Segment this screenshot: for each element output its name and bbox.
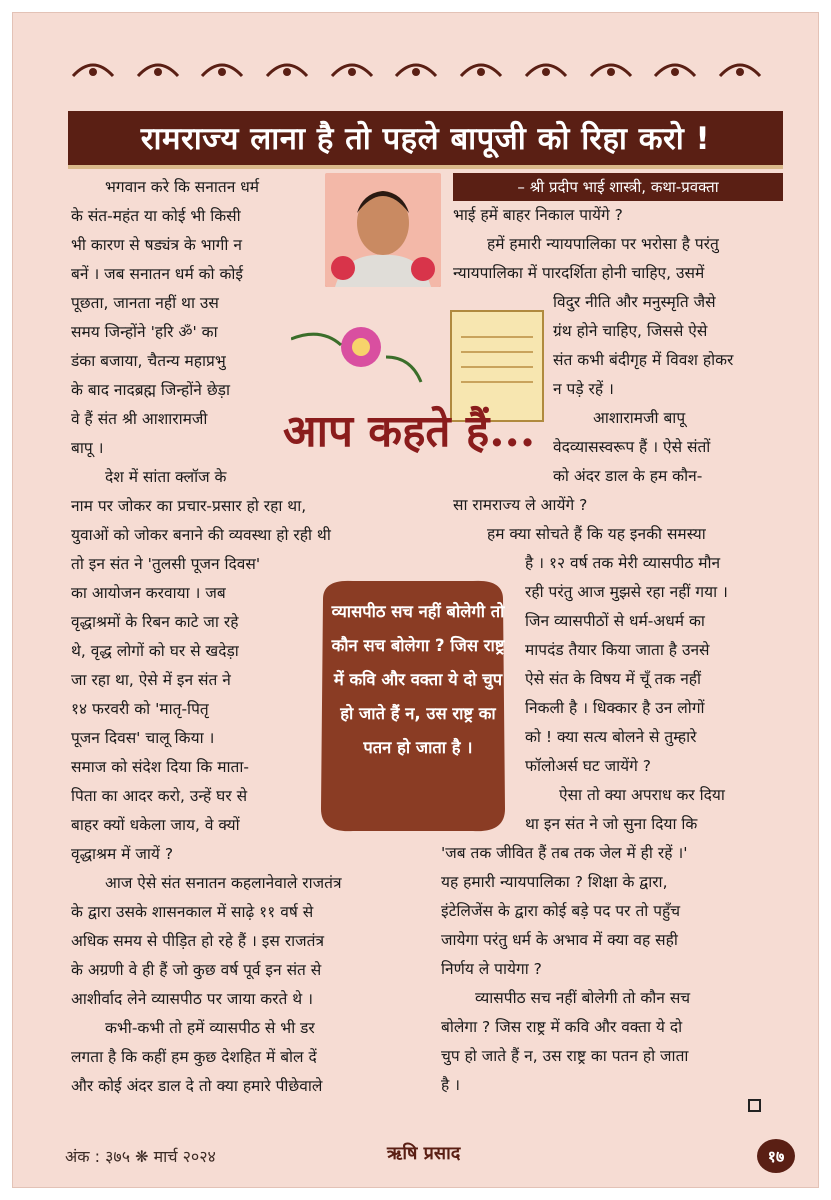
paragraph-line: आशारामजी बापू	[593, 409, 686, 427]
paragraph-line: वृद्धाश्रमों के रिबन काटे जा रहे	[71, 613, 239, 631]
paragraph-line: तो इन संत ने 'तुलसी पूजन दिवस'	[71, 555, 261, 573]
paragraph-line: भी कारण से षड्यंत्र के भागी न	[71, 236, 242, 254]
flourish-ornament-icon	[650, 58, 700, 82]
right-column-mid	[453, 491, 783, 549]
paragraph-line: को अंदर डाल के हम कौन-	[553, 467, 703, 485]
paragraph-line: है ।	[441, 1076, 461, 1094]
paragraph-line: डंका बजाया, चैतन्य महाप्रभु	[71, 352, 226, 370]
flourish-ornament-icon	[586, 58, 636, 82]
paragraph-line: आशीर्वाद लेने व्यासपीठ पर जाया करते थे ।	[71, 990, 313, 1008]
paragraph-line: बाहर क्यों धकेला जाय, वे क्यों	[71, 816, 240, 834]
paragraph-line: देश में सांता क्लॉज के	[105, 468, 227, 486]
paragraph-line: बनें । जब सनातन धर्म को कोई	[71, 265, 244, 283]
paragraph-line: भाई हमें बाहर निकाल पायेंगे ?	[453, 206, 623, 224]
decor-heading: आप कहते हैं...	[283, 406, 536, 457]
paragraph-line: निकली है । धिक्कार है उन लोगों	[525, 699, 705, 717]
paragraph-line: थे, वृद्ध लोगों को घर से खदेड़ा	[71, 642, 239, 660]
flourish-ornament-icon	[715, 58, 765, 82]
paragraph-line: संत कभी बंदीगृह में विवश होकर	[553, 351, 734, 369]
paragraph-line: वृद्धाश्रम में जायें ?	[71, 845, 174, 863]
paragraph-line: इंटेलिजेंस के द्वारा कोई बड़े पद पर तो पहुँच	[441, 902, 681, 920]
end-of-article-icon	[748, 1099, 761, 1112]
paragraph-line: पूजन दिवस' चालू किया ।	[71, 729, 215, 747]
paragraph-line: ग्रंथ होने चाहिए, जिससे ऐसे	[553, 322, 708, 340]
paragraph-line: समय जिन्होंने 'हरि ॐ' का	[71, 323, 218, 341]
paragraph-line: के अग्रणी वे ही हैं जो कुछ वर्ष पूर्व इन संत से	[71, 961, 322, 979]
portrait-icon	[325, 173, 441, 287]
paragraph-line: अधिक समय से पीड़ित हो रहे हैं । इस राजतंत्र	[71, 932, 325, 950]
paragraph-line: न्यायपालिका में पारदर्शिता होनी चाहिए, उसमें	[453, 264, 705, 282]
paragraph-line: मापदंड तैयार किया जाता है उनसे	[525, 641, 710, 659]
flower-icon	[291, 327, 421, 382]
paragraph-line: पूछता, जानता नहीं था उस	[71, 294, 219, 312]
paragraph-line: ऐसे संत के विषय में चूँ तक नहीं	[525, 670, 702, 688]
right-column-scroll-wrap	[553, 288, 783, 491]
paragraph-line: वे हैं संत श्री आशारामजी	[71, 410, 208, 428]
magazine-page	[12, 12, 819, 1188]
article-title: रामराज्य लाना है तो पहले बापूजी को रिहा करो !	[140, 121, 711, 157]
paragraph-line: न पड़े रहें ।	[553, 380, 614, 398]
left-column-wide	[71, 492, 511, 550]
pull-quote-text: व्यासपीठ सच नहीं बोलेगी तो कौन सच बोलेगा ? जिस राष्ट्र में कवि और वक्ता ये दो चुप हो जाते हैं न, उस राष्ट्र का पतन हो जाता है ।	[331, 602, 505, 757]
paragraph-line: वेदव्यासस्वरूप हैं । ऐसे संतों	[553, 438, 711, 456]
flourish-ornament-icon	[262, 58, 312, 82]
paragraph-line: के बाद नादब्रह्म जिन्होंने छेड़ा	[71, 381, 230, 399]
paragraph-line: युवाओं को जोकर बनाने की व्यवस्था हो रही थी	[71, 526, 331, 544]
paragraph-line: जायेगा परंतु धर्म के अभाव में क्या वह सही	[441, 931, 678, 949]
flourish-ornament-icon	[391, 58, 441, 82]
paragraph-line: के द्वारा उसके शासनकाल में साढ़े ११ वर्ष से	[71, 903, 314, 921]
paragraph-line: को ! क्या सत्य बोलने से तुम्हारे	[525, 728, 697, 746]
issue-info: अंक : ३७५ ❋ मार्च २०२४	[65, 1147, 216, 1166]
left-column-intro	[71, 173, 323, 289]
paragraph-line: हम क्या सोचते हैं कि यह इनकी समस्या	[487, 525, 706, 543]
paragraph-line: चुप हो जाते हैं न, उस राष्ट्र का पतन हो जाता	[441, 1047, 689, 1065]
paragraph-line: १४ फरवरी को 'मातृ-पितृ	[71, 700, 209, 718]
paragraph-line: समाज को संदेश दिया कि माता-	[71, 758, 249, 776]
ornamental-border	[13, 53, 820, 87]
author-photo	[325, 173, 441, 287]
paragraph-line: था इन संत ने जो सुना दिया कि	[525, 815, 698, 833]
paragraph-line: 'जब तक जीवित हैं तब तक जेल में ही रहें ।'	[441, 844, 688, 862]
paragraph-line: रही परंतु आज मुझसे रहा नहीं गया ।	[525, 583, 728, 601]
flourish-ornament-icon	[133, 58, 183, 82]
right-column-top	[453, 201, 783, 288]
right-column-quote-wrap	[525, 549, 783, 839]
right-column-bottom	[441, 839, 783, 1100]
paragraph-line: पिता का आदर करो, उन्हें घर से	[71, 787, 248, 805]
flourish-ornament-icon	[68, 58, 118, 82]
author-byline: – श्री प्रदीप भाई शास्त्री, कथा-प्रवक्ता	[453, 173, 783, 201]
paragraph-line: का आयोजन करवाया । जब	[71, 584, 226, 602]
paragraph-line: विदुर नीति और मनुस्मृति जैसे	[553, 293, 716, 311]
paragraph-line: कभी-कभी तो हमें व्यासपीठ से भी डर	[105, 1019, 315, 1037]
paragraph-line: लगता है कि कहीं हम कुछ देशहित में बोल दें	[71, 1048, 317, 1066]
paragraph-line: बापू ।	[71, 439, 104, 457]
left-column-bottom	[71, 869, 403, 1101]
paragraph-line: ऐसा तो क्या अपराध कर दिया	[559, 786, 725, 804]
left-column-quote-wrap	[71, 550, 311, 869]
paragraph-line: बोलेगा ? जिस राष्ट्र में कवि और वक्ता ये दो	[441, 1018, 683, 1036]
flourish-ornament-icon	[456, 58, 506, 82]
left-column-intro-2	[71, 289, 289, 492]
paragraph-line: फॉलोअर्स घट जायेंगे ?	[525, 757, 652, 775]
paragraph-line: भगवान करे कि सनातन धर्म	[105, 178, 260, 196]
paragraph-line: के संत-महंत या कोई भी किसी	[71, 207, 241, 225]
paragraph-line: आज ऐसे संत सनातन कहलानेवाले राजतंत्र	[105, 874, 342, 892]
flourish-ornament-icon	[197, 58, 247, 82]
magazine-name: ऋषि प्रसाद	[387, 1143, 461, 1164]
flourish-ornament-icon	[521, 58, 571, 82]
page-number: १७	[757, 1139, 795, 1173]
flourish-ornament-icon	[327, 58, 377, 82]
article-title-bar	[68, 111, 783, 169]
paragraph-line: निर्णय ले पायेगा ?	[441, 960, 542, 978]
paragraph-line: सा रामराज्य ले आयेंगे ?	[453, 496, 588, 514]
paragraph-line: हमें हमारी न्यायपालिका पर भरोसा है परंतु	[487, 235, 719, 253]
page-footer	[65, 1139, 795, 1173]
paragraph-line: और कोई अंदर डाल दे तो क्या हमारे पीछेवाले	[71, 1077, 323, 1095]
paragraph-line: नाम पर जोकर का प्रचार-प्रसार हो रहा था,	[71, 497, 307, 515]
paragraph-line: व्यासपीठ सच नहीं बोलेगी तो कौन सच	[475, 989, 691, 1007]
paragraph-line: है । १२ वर्ष तक मेरी व्यासपीठ मौन	[525, 554, 721, 572]
paragraph-line: जिन व्यासपीठों से धर्म-अधर्म का	[525, 612, 705, 630]
paragraph-line: यह हमारी न्यायपालिका ? शिक्षा के द्वारा,	[441, 873, 668, 891]
paragraph-line: जा रहा था, ऐसे में इन संत ने	[71, 671, 231, 689]
